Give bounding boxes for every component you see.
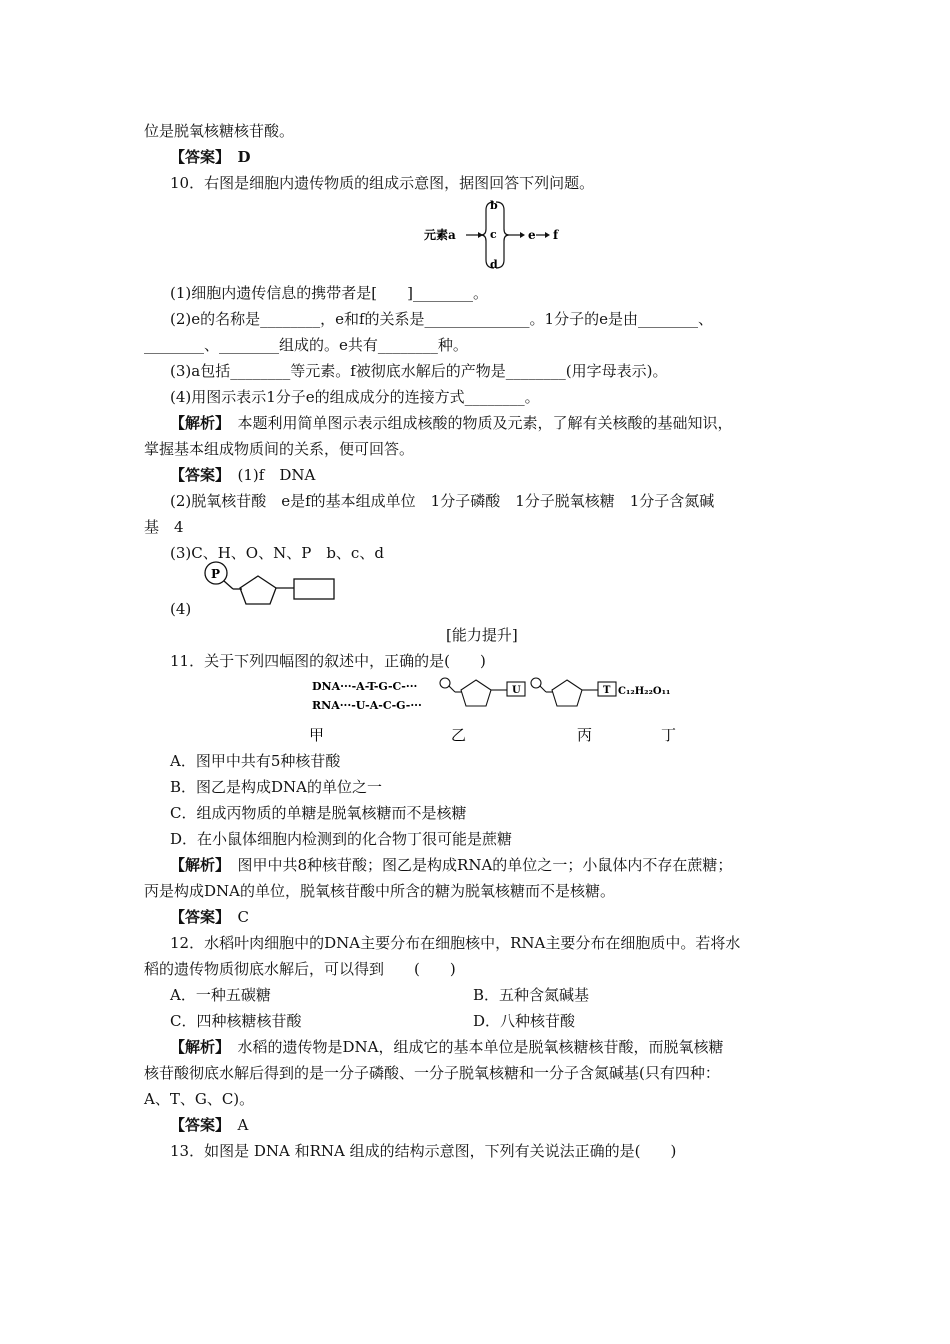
question-11: 11．关于下列四幅图的叙述中，正确的是( ) [170, 652, 486, 670]
answer-line: 【答案】 C [170, 908, 249, 926]
q10-sub-1: (1)细胞内遗传信息的携带者是[ ]________。 [170, 284, 488, 302]
analysis-line-cont: 核苷酸彻底水解后得到的是一分子磷酸、一分子脱氧核糖和一分子含氮碱基(只有四种： [144, 1064, 720, 1082]
nucleotide-diagram [200, 560, 340, 610]
tag-label: 【答案】 [170, 1116, 223, 1134]
tag-label: 【解析】 [170, 856, 223, 874]
text-line: 位是脱氧核糖核苷酸。 [144, 122, 295, 140]
label-elements-a: 元素a [424, 228, 456, 242]
answer-line [170, 147, 251, 167]
analysis-line-cont: A、T、G、C)。 [144, 1090, 255, 1108]
caption-yi: 乙 [451, 726, 467, 744]
q10-diagram [420, 196, 570, 272]
answer-tag: 【答案】 D [170, 148, 251, 166]
question-12-cont: 稻的遗传物质彻底水解后，可以得到 ( ) [144, 960, 456, 978]
answer-line: 【答案】 (1)f DNA [170, 466, 316, 484]
option-b: B．五种含氮碱基 [473, 986, 590, 1004]
label-c: c [490, 228, 497, 241]
dna-strand: DNA···-A-T-G-C-··· [312, 680, 418, 693]
phosphate-label: P [211, 567, 221, 581]
tag-label: 【解析】 [170, 1038, 223, 1056]
answer-line-cont: 基 4 [144, 518, 184, 536]
answer-line: (2)脱氧核苷酸 e是f的基本组成单位 1分子磷酸 1分子脱氧核糖 1分子含氮碱 [170, 492, 715, 510]
q11-figures [300, 672, 700, 750]
label-d: d [490, 258, 498, 271]
answer-line: (4) [170, 600, 192, 618]
option-c: C．四种核糖核苷酸 [170, 1012, 302, 1030]
option-a: A．一种五碳糖 [170, 986, 271, 1004]
tag-label: 【解析】 [170, 414, 223, 432]
question-13: 13．如图是 DNA 和RNA 组成的结构示意图，下列有关说法正确的是( ) [170, 1142, 677, 1160]
q10-sub-2: (2)e的名称是________，e和f的关系是______________。1分子的e是由________、 [170, 310, 713, 328]
option-d: D．在小鼠体细胞内检测到的化合物丁很可能是蔗糖 [170, 830, 513, 848]
tag-label: 【答案】 [170, 908, 223, 926]
caption-bing: 丙 [577, 726, 593, 744]
analysis-line: 【解析】 本题利用简单图示表示组成核酸的物质及元素，了解有关核酸的基础知识， [170, 414, 733, 432]
analysis-line: 【解析】 图甲中共8种核苷酸；图乙是构成RNA的单位之一；小鼠体内不存在蔗糖； [170, 856, 733, 874]
section-title: [能力提升] [446, 626, 518, 644]
tag-label: 【答案】 [170, 466, 223, 484]
analysis-line-cont: 丙是构成DNA的单位，脱氧核苷酸中所含的糖为脱氧核糖而不是核糖。 [144, 882, 615, 900]
analysis-line: 【解析】 水稻的遗传物是DNA，组成它的基本单位是脱氧核糖核苷酸，而脱氧核糖 [170, 1038, 724, 1056]
label-b: b [490, 199, 498, 212]
option-c: C．组成丙物质的单糖是脱氧核糖而不是核糖 [170, 804, 467, 822]
label-e: e [528, 228, 536, 242]
base-u: U [512, 685, 521, 696]
analysis-line-cont: 掌握基本组成物质间的关系，便可回答。 [144, 440, 415, 458]
option-b: B．图乙是构成DNA的单位之一 [170, 778, 383, 796]
caption-jia: 甲 [309, 726, 325, 744]
answer-line: 【答案】 A [170, 1116, 249, 1134]
question-10: 10．右图是细胞内遗传物质的组成示意图，据图回答下列问题。 [170, 174, 595, 192]
question-12: 12．水稻叶肉细胞中的DNA主要分布在细胞核中，RNA主要分布在细胞质中。若将水 [170, 934, 741, 952]
answer-line: (3)C、H、O、N、P b、c、d [170, 544, 384, 562]
rna-strand: RNA···-U-A-C-G-··· [312, 699, 422, 712]
q10-sub-4: (4)用图示表示1分子e的组成成分的连接方式________。 [170, 388, 540, 406]
sucrose-formula: C₁₂H₂₂O₁₁ [618, 686, 671, 697]
label-f: f [553, 228, 559, 242]
q10-sub-3: (3)a包括________等元素。f被彻底水解后的产物是________(用字母表示)。 [170, 362, 668, 380]
option-d: D．八种核苷酸 [473, 1012, 576, 1030]
option-a: A．图甲中共有5种核苷酸 [170, 752, 341, 770]
base-t: T [603, 685, 611, 696]
caption-ding: 丁 [661, 726, 677, 744]
q10-sub-2-cont: ________、________组成的。e共有________种。 [144, 336, 468, 354]
